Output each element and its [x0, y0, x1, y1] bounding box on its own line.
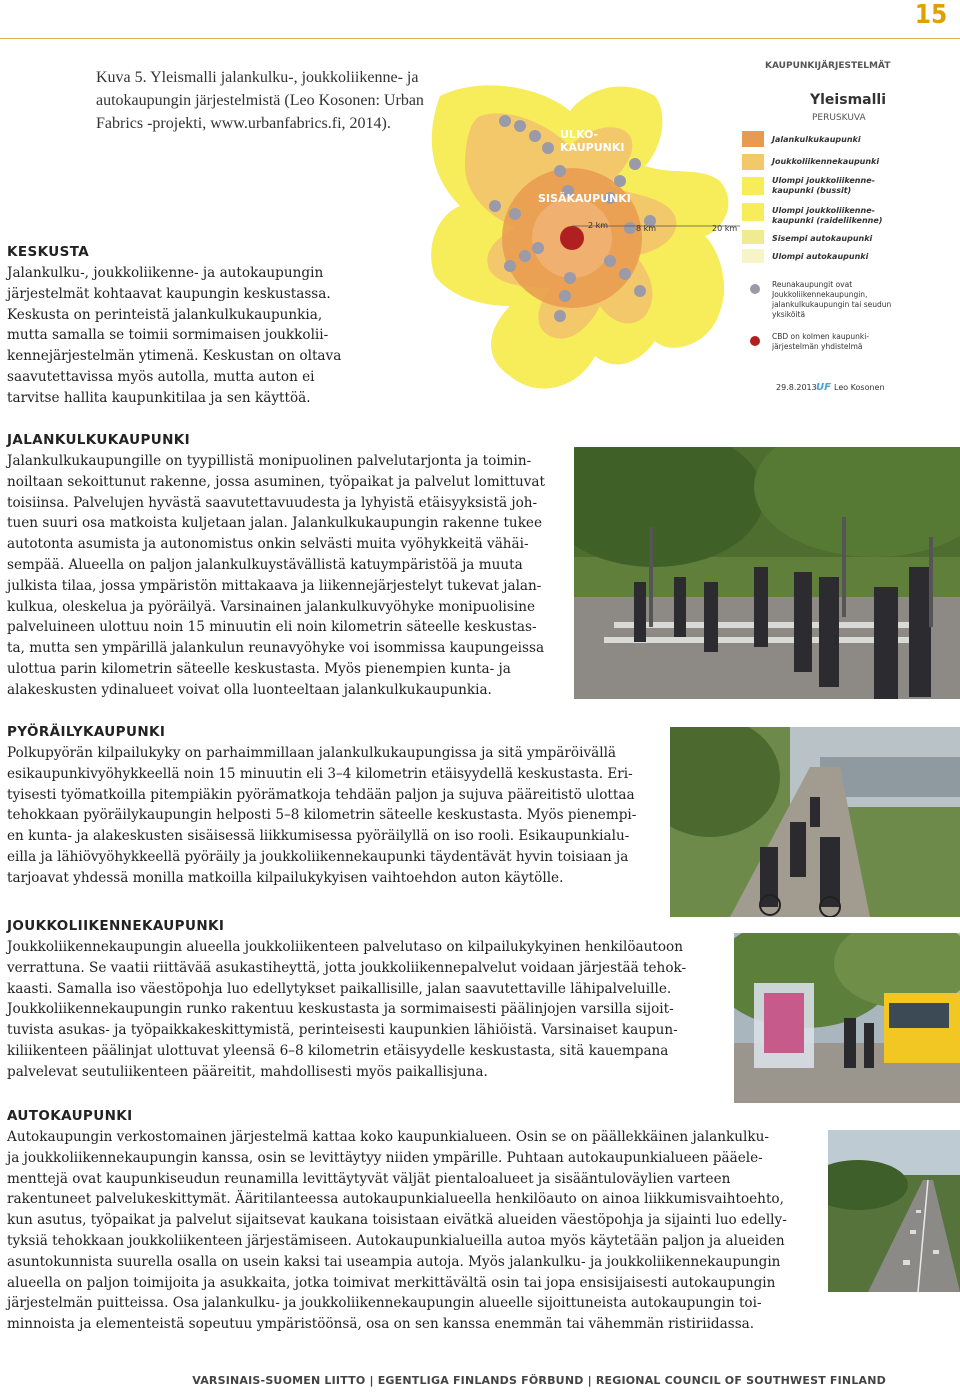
text-line: palvelevat seutuliikenteen pääreitit, mahdollisesti myös paikallisjuna.	[7, 1063, 488, 1080]
legend-inner-car: Sisempi autokaupunki	[772, 234, 873, 243]
text-line: autotonta asumista ja autonomistus onkin selvästi muita vyöhykkeitä vähäi-	[7, 536, 529, 553]
legend-swatch-transit	[742, 154, 764, 170]
legend-walking: Jalankulkukaupunki	[772, 135, 861, 144]
section-body	[7, 1127, 817, 1335]
text-line: verrattuna. Se vaatii riittävää asukastiheyttä, jotta joukkoliikennepalvelut voidaan järjestää tehok-	[7, 959, 687, 976]
text-line: kulkua, oleskelua ja pyöräilyä. Varsinainen jalankulkuvyöhyke monipuolisine	[7, 598, 536, 615]
section-autokaupunki	[7, 1108, 817, 1335]
text-line: ja joukkoliikennekaupungin kanssa, osin se levittäytyy niiden ympärille. Puhtaan autokaupunkialueen pääele-	[7, 1149, 763, 1166]
dist-8km: 8 km	[636, 224, 657, 233]
photo-pedestrian-crossing	[574, 447, 960, 699]
text-line: kiliikenteen päälinjat ulottuvat yleensä 6–8 kilometrin etäisyydelle keskustasta, sitä kauempana	[7, 1042, 669, 1059]
text-line: menttejä ovat kaupunkiseudun reunamilla levittäytyvät väljät pientaloalueet ja sisääntuloväylien varteen	[7, 1170, 731, 1187]
text-line: Keskusta on perinteistä jalankulkukaupunkia,	[7, 306, 323, 323]
text-line: kaasti. Samalla iso väestöpohja luo edellytykset paikallisille, jalan saavutettaville lähipalveluille.	[7, 980, 672, 997]
page-footer	[0, 1368, 960, 1392]
section-body	[7, 937, 727, 1083]
figure-caption: Kuva 5. Yleismalli jalankulku-, joukkoliikenne- ja autokaupungin järjestelmistä (Leo Kosonen: Urban Fabrics -projekti, www.urbanfabrics.fi, 2014).	[96, 69, 424, 132]
legend-swatch-walking	[742, 131, 764, 147]
section-keskusta	[7, 244, 427, 409]
text-line: tyisesti työmatkoilla pitempiäkin pyörämatkoja tehdään paljon ja sujuva pääreitistö ulottaa	[7, 786, 635, 803]
photo-cyclists	[670, 727, 960, 917]
text-line: en kunta- ja alakeskusten sisäisessä liikkumisessa pyöräilyllä on iso rooli. Esikaupunkialu-	[7, 828, 630, 845]
section-body	[7, 743, 687, 889]
photo-highway	[828, 1130, 960, 1292]
text-line: järjestelmän puitteissa. Osa jalankulku- ja joukkoliikennekaupungin alueelle sijoittuneista autokaupungin toi-	[7, 1295, 762, 1312]
text-line: Jalankulku-, joukkoliikenne- ja autokaupungin	[7, 265, 324, 281]
text-line: julkista tilaa, jossa ympäristön mittakaava ja liikennejärjestelyt tukevat jalan-	[7, 577, 542, 594]
label-inner-city: SISÄKAUPUNKI	[538, 192, 631, 205]
note2-l2: järjestelmän yhdistelmä	[772, 342, 863, 351]
text-line: kun asutus, työpaikat ja palvelut sijaitsevat kaukana toisistaan eivätkä alueiden väestöpohja ja sijainti luo edelly-	[7, 1212, 787, 1229]
dist-20km: 20 km	[712, 224, 738, 233]
text-line: noiltaan sekoittunut rakenne, jossa asuminen, työpaikat ja palvelut lomittuvat	[7, 473, 545, 490]
text-line: sempää. Alueella on paljon jalankulkuystävällistä katuympäristöä ja muuta	[7, 556, 523, 573]
diagram-author: Leo Kosonen	[834, 383, 885, 392]
photo-bus-stop	[734, 933, 960, 1103]
section-joukkoliikennekaupunki	[7, 918, 727, 1083]
section-heading: JOUKKOLIIKENNEKAUPUNKI	[7, 918, 225, 934]
cbd-marker	[560, 226, 584, 250]
label-outer-line2: KAUPUNKI	[560, 141, 625, 154]
section-heading: JALANKULKUKAUPUNKI	[7, 432, 191, 448]
legend-swatch-outer-car	[742, 249, 764, 263]
text-line: palveluineen ulottuu noin 15 minuutin eli noin kilometrin säteelle keskustas-	[7, 619, 537, 636]
uf-logo: UF	[816, 382, 831, 393]
note1-l4: yksiköitä	[772, 310, 806, 319]
text-line: eilla ja lähiövyöhykkeellä pyöräily ja joukkoliikennekaupunki täydentävät hyvin toisiaan ja	[7, 848, 629, 865]
note1-l1: Reunakaupungit ovat	[772, 280, 853, 289]
note-node-icon	[750, 284, 760, 294]
legend-rail-l2: kaupunki (raideliikenne)	[772, 216, 883, 225]
text-line: asuntokunnista suurella osalla on usein kaksi tai useampia autoja. Myös jalankulku- ja joukkoliikennekaupungin	[7, 1253, 781, 1270]
diagram-header: KAUPUNKIJÄRJESTELMÄT	[765, 61, 891, 71]
text-line: kennejärjestelmän ytimenä. Keskustan on oltava	[7, 348, 342, 365]
text-line: Jalankulkukaupungille on tyypillistä monipuolinen palvelutarjonta ja toimin-	[7, 453, 532, 469]
diagram-notes	[750, 280, 892, 393]
text-line: alueella on paljon toimijoita ja asukkaita, jotka toimivat merkittävältä osin tai jopa ensisijaisesti autokaupungin	[7, 1274, 776, 1291]
note2-l1: CBD on kolmen kaupunki-	[772, 332, 870, 341]
text-line: alakeskusten ydinalueet voivat olla luonteeltaan jalankulkukaupunkia.	[7, 681, 492, 698]
diagram-svg	[420, 56, 960, 404]
text-line: tarvitse hallita kaupunkitilaa ja sen käyttöä.	[7, 389, 311, 406]
text-line: mutta samalla se toimii sormimaisen joukkolii-	[7, 327, 329, 344]
diagram-title: Yleismalli	[810, 92, 886, 108]
legend-swatch-rail	[742, 203, 764, 221]
text-line: toisiinsa. Palvelujen hyvästä saavutettavuudesta ja lyhyistä etäisyyksistä joh-	[7, 494, 538, 511]
page-number: 15	[902, 0, 960, 36]
legend-rail-l1: Ulompi joukkoliikenne-	[772, 206, 875, 215]
legend-swatch-inner-car	[742, 230, 764, 244]
text-line: rakentuneet palvelukeskittymät. Ääritilanteessa autokaupunkialueella henkilöauto on ainoa liikkumisvaihtoehto,	[7, 1191, 784, 1208]
text-line: tehokkaan pyöräilykaupungin helposti 5–8 kilometrin säteelle keskustasta. Myös pienempi-	[7, 807, 637, 824]
page-header	[0, 0, 960, 40]
section-jalankulkukaupunki	[7, 432, 567, 701]
section-body	[7, 451, 567, 701]
text-line: minnoista ja elementeistä sopeutuu ympäristöönsä, osa on sen kanssa enemmän tai vähemmän ristiriidassa.	[7, 1316, 755, 1333]
label-outer-line1: ULKO-	[560, 128, 599, 141]
diagram-subtitle: PERUSKUVA	[812, 113, 866, 123]
text-line: Joukkoliikennekaupungin alueella joukkoliikenteen palvelutaso on kilpailukykyinen henkilöautoon	[7, 939, 683, 955]
text-line: tuen suuri osa matkoista kuljetaan jalan. Jalankulkukaupungin rakenne tukee	[7, 515, 543, 532]
text-line: ulottua parin kilometrin säteelle keskustasta. Myös pienempien kunta- ja	[7, 660, 511, 677]
legend-swatch-bus	[742, 177, 764, 195]
text-line: järjestelmät kohtaavat kaupungin keskustassa.	[7, 285, 331, 302]
section-heading: KESKUSTA	[7, 244, 90, 260]
text-line: saavutettavissa myös autolla, mutta auton ei	[7, 368, 315, 385]
text-line: tarjoavat yhdessä monilla matkoilla kilpailukykyisen vaihtoehdon auton käytölle.	[7, 869, 564, 886]
section-heading: AUTOKAUPUNKI	[7, 1108, 133, 1124]
text-line: ta, mutta sen ympärillä jalankulun reunavyöhyke voi isommissa kaupungeissa	[7, 640, 545, 657]
legend	[742, 131, 882, 263]
text-line: Polkupyörän kilpailukyky on parhaimmillaan jalankulkukaupungissa ja sitä ympäröivällä	[7, 745, 617, 761]
section-pyorailykaupunki	[7, 724, 687, 889]
legend-bus-l1: Ulompi joukkoliikenne-	[772, 176, 875, 185]
legend-transit: Joukkoliikennekaupunki	[772, 157, 880, 166]
text-line: esikaupunkivyöhykkeellä noin 15 minuutin eli 3–4 kilometrin etäisyydellä keskustasta. Eri-	[7, 765, 633, 782]
section-body	[7, 263, 427, 409]
city-systems-diagram	[420, 56, 960, 404]
note1-l3: jalankulkukaupungin tai seudun	[772, 300, 892, 309]
diagram-date: 29.8.2013	[776, 383, 817, 392]
text-line: tuvista asukas- ja työpaikkakeskittymistä, perinteisesti kaupunkien lähiöistä. Varsinaiset kaupun-	[7, 1022, 678, 1039]
text-line: Autokaupungin verkostomainen järjestelmä kattaa koko kaupunkialueen. Osin se on päällekkäinen jalankulku-	[7, 1129, 769, 1145]
note-cbd-icon	[750, 336, 760, 346]
text-line: tyksiä tehokkaan joukkoliikenteen järjestämiseen. Autokaupunkialueilla autoa myös käytetään paljon ja alueiden	[7, 1232, 785, 1249]
note1-l2: Joukkoliikennekaupungin,	[772, 290, 868, 299]
legend-bus-l2: kaupunki (bussit)	[772, 186, 852, 195]
text-line: Joukkoliikennekaupungin runko rakentuu keskustasta ja sormimaisesti päälinjojen varsilla sijoit-	[7, 1001, 674, 1018]
section-heading: PYÖRÄILYKAUPUNKI	[7, 724, 166, 740]
dist-2km: 2 km	[588, 221, 609, 230]
header-rule	[0, 38, 960, 39]
footer-text: VARSINAIS-SUOMEN LIITTO | EGENTLIGA FINLANDS FÖRBUND | REGIONAL COUNCIL OF SOUTHWEST FINLAND	[192, 1374, 886, 1387]
legend-outer-car: Ulompi autokaupunki	[772, 252, 869, 261]
